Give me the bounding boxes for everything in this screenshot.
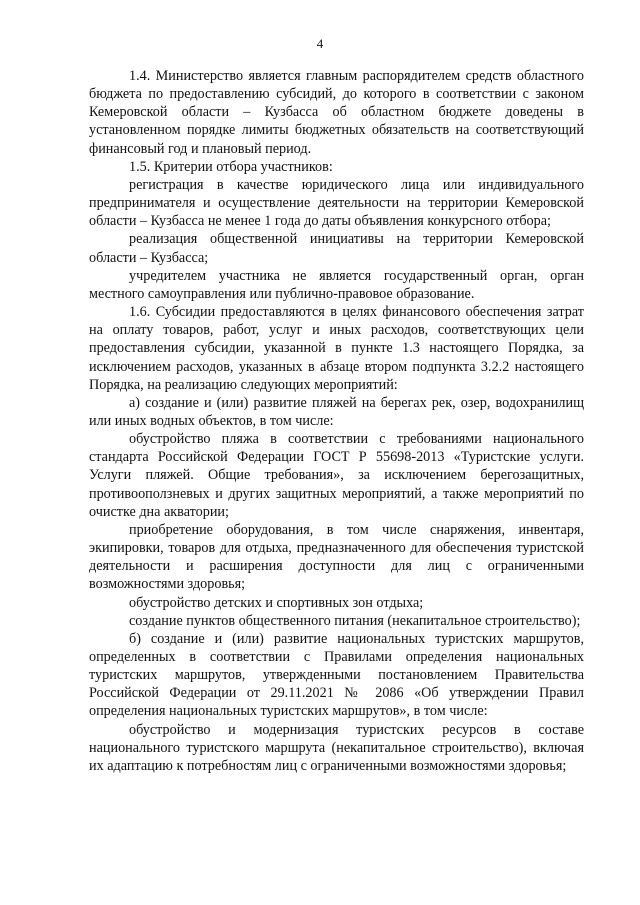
- criterion-initiative: реализация общественной инициативы на территории Кемеровской области – Кузбасса;: [89, 231, 584, 266]
- criterion-registration: регистрация в качестве юридического лица или индивидуального предпринимателя и осуществление деятельности на территории Кемеровской области – Кузбасса не менее 1 года до даты объявления конкурсного отбора;: [89, 176, 584, 230]
- criterion-founder: учредителем участника не является государственный орган, орган местного самоуправления или публично-правовое образование.: [89, 267, 584, 302]
- item-a-beach-arrangement: обустройство пляжа в соответствии с требованиями национального стандарта Российской Федерации ГОСТ Р 55698-2013 «Туристские услуги. Услуги пляжей. Общие требования», за исключением берегозащитных, противооползневых и других защитных мероприятий, а также мероприятий по очистке дна акватории;: [89, 431, 584, 520]
- paragraph-1-5: 1.5. Критерии отбора участников:: [129, 158, 333, 175]
- item-b-routes: б) создание и (или) развитие национальных туристских маршрутов, определенных в соответствии с Правилами определения национальных туристских маршрутов, утвержденными постановлением Правительства Российской Федерации от 29.11.2021 № 2086 «Об утверждении Правил определения национальных туристских маршрутов», в том числе:: [89, 630, 584, 720]
- item-a-beaches: а) создание и (или) развитие пляжей на берегах рек, озер, водохранилищ или иных водных объектов, в том числе:: [89, 394, 584, 429]
- paragraph-1-6: 1.6. Субсидии предоставляются в целях финансового обеспечения затрат на оплату товаров, работ, услуг и иных расходов, соответствующих цели предоставления субсидии, указанной в пункте 1.3 настоящего Порядка, за исключением расходов, указанных в абзаце втором подпункта 3.2.2 настоящего Порядка, на реализацию следующих мероприятий:: [89, 304, 584, 393]
- item-a-equipment: приобретение оборудования, в том числе снаряжения, инвентаря, экипировки, товаров для отдыха, предназначенного для обеспечения туристской деятельности и расширения доступности для лиц с ограниченными возможностями здоровья;: [89, 521, 584, 593]
- item-a-recreation-zones: обустройство детских и спортивных зон отдыха;: [129, 594, 424, 611]
- item-b-resources: обустройство и модернизация туристских ресурсов в составе национального туристского маршрута (некапитальное строительство), включая их адаптацию к потребностям лиц с ограниченными возможностями здоровья;: [89, 721, 584, 774]
- document-body: [89, 67, 584, 775]
- page-number: 4: [316, 36, 324, 51]
- paragraph-1-4: 1.4. Министерство является главным распорядителем средств областного бюджета по предоставлению субсидий, до которого в соответствии с законом Кемеровской области – Кузбасса об областном бюджете доведены в установленном порядке лимиты бюджетных обязательств на соответствующий финансовый год и плановый период.: [89, 68, 584, 157]
- item-a-catering: создание пунктов общественного питания (некапитальное строительство);: [129, 612, 581, 629]
